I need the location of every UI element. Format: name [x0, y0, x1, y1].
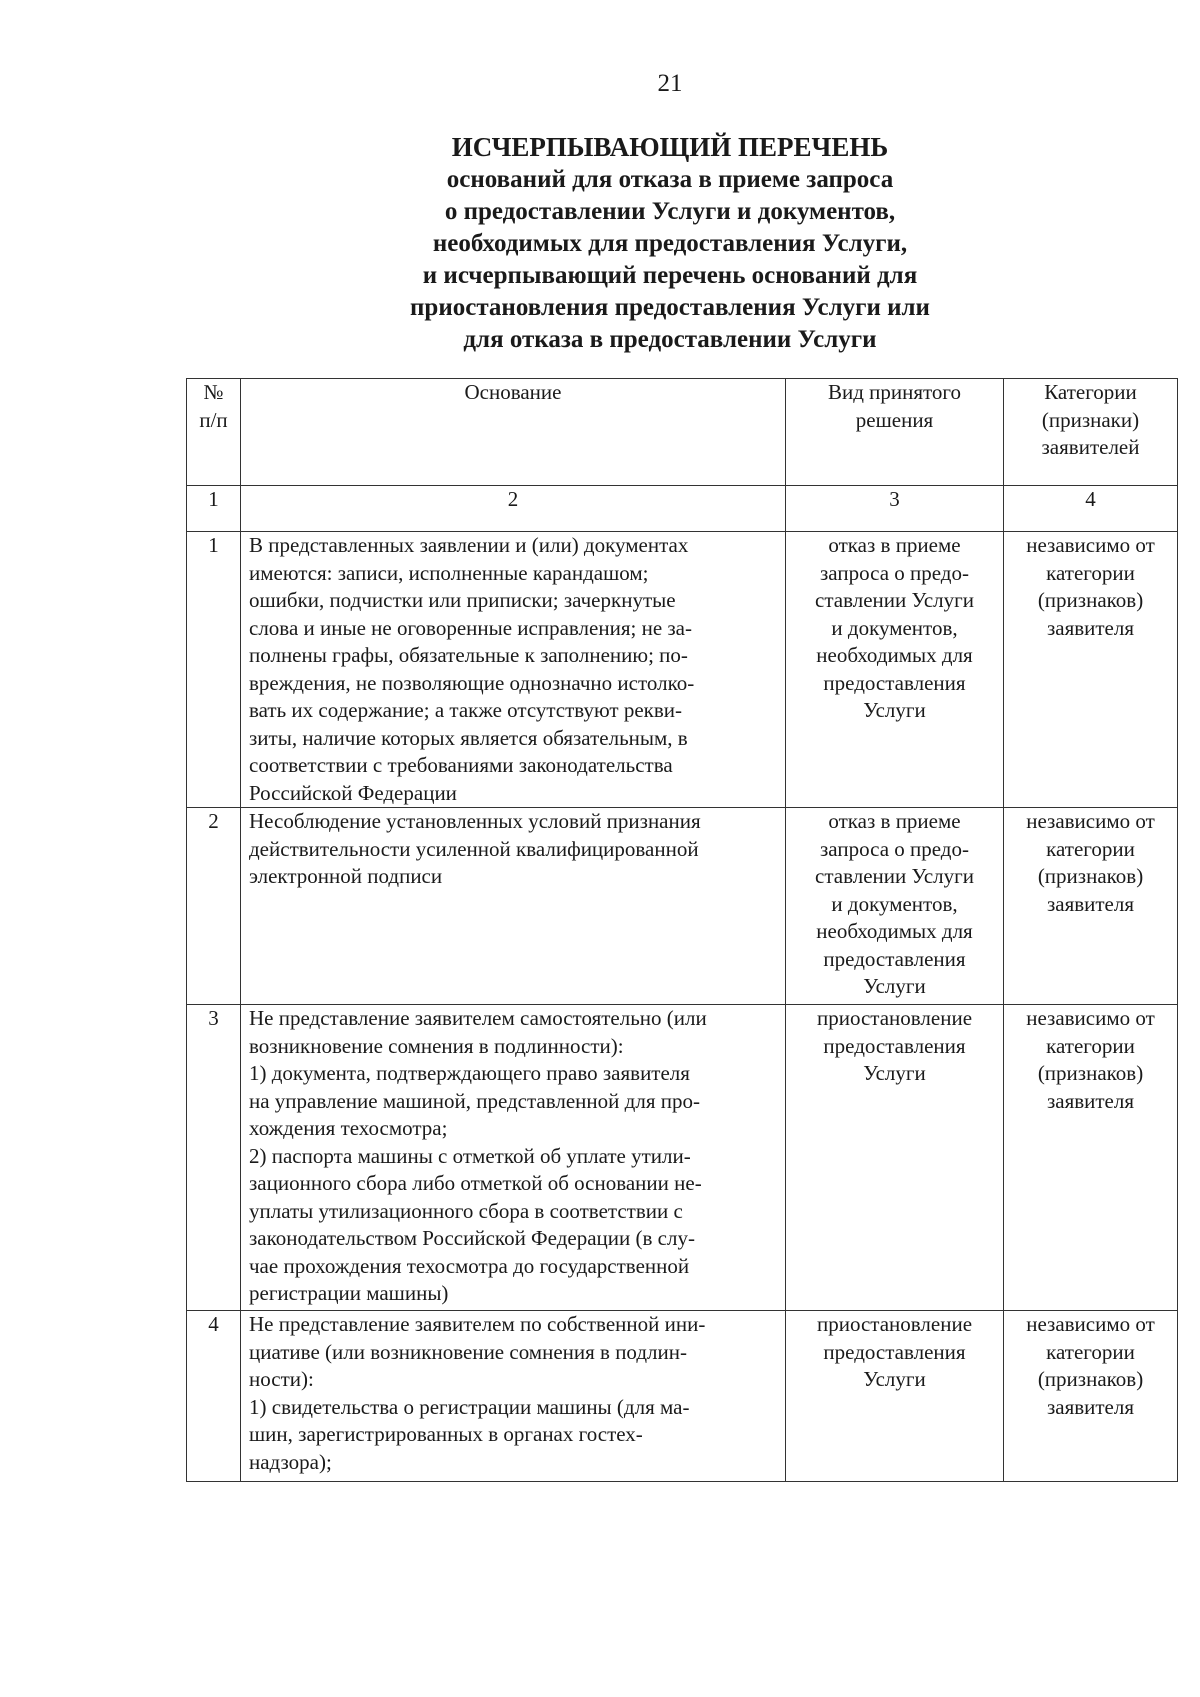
table-row — [187, 1311, 1178, 1482]
cell-text-line: на управление машиной, представленной для про- — [249, 1088, 700, 1113]
title-line: необходимых для предоставления Услуги, — [432, 230, 908, 257]
row-decision — [786, 1311, 1004, 1482]
cell-text-line: циативе (или возникновение сомнения в подлин- — [249, 1339, 687, 1364]
cell-text-line: категории — [1046, 836, 1135, 861]
cell-text-line: предоставления — [823, 1033, 966, 1058]
cell-text-line: заявителя — [1046, 1088, 1135, 1113]
cell-text-line: решения — [855, 407, 934, 432]
cell-text-line: полнены графы, обязательные к заполнению; по- — [249, 643, 688, 667]
cell-text-line: уплаты утилизационного сбора в соответствии с — [249, 1198, 683, 1223]
cell-text-line: надзора); — [249, 1449, 332, 1474]
cell-text-line: предоставления — [823, 1339, 966, 1364]
cell-text-line: Услуги — [863, 1367, 926, 1391]
cell-text-line: приостановление — [816, 1006, 973, 1030]
cell-text-line: запроса о предо- — [820, 836, 969, 861]
cell-text-line: ставлении Услуги — [815, 864, 974, 888]
cell-text-line: Не представление заявителем по собственной ини- — [249, 1312, 706, 1336]
cell-text-line: Несоблюдение установленных условий признания — [249, 809, 701, 833]
title-line: приостановления предоставления Услуги или — [410, 294, 930, 321]
row-category — [1004, 808, 1178, 1005]
cell-text-line: (признаков) — [1037, 1367, 1144, 1391]
document-title — [0, 130, 1200, 356]
cell-text-line: независимо от — [1026, 1006, 1155, 1030]
row-basis — [241, 808, 786, 1005]
title-line: и исчерпывающий перечень оснований для — [422, 262, 918, 289]
header-category — [1004, 379, 1178, 486]
cell-text-line: заявителя — [1046, 891, 1135, 916]
cell-text-line: В представленных заявлении и (или) документах — [249, 533, 689, 557]
cell-text-line: возникновение сомнения в подлинности): — [249, 1033, 624, 1058]
cell-text-line: хождения техосмотра; — [249, 1116, 448, 1140]
column-number: 1 — [187, 486, 241, 532]
cell-text-line: приостановление — [816, 1312, 973, 1336]
cell-text-line: отказ в приеме — [828, 533, 961, 557]
header-num — [187, 379, 241, 486]
cell-text-line: Вид принятого — [827, 380, 962, 404]
table-row — [187, 808, 1178, 1005]
cell-text-line: Категории — [1044, 380, 1137, 404]
cell-text-line: (признаков) — [1037, 864, 1144, 888]
cell-text-line: предоставления — [823, 946, 966, 971]
cell-text-line: действительности усиленной квалифицированной — [249, 836, 699, 861]
column-number: 4 — [1004, 486, 1178, 532]
cell-text-line: Услуги — [863, 698, 926, 722]
header-basis — [241, 379, 786, 486]
cell-text-line: отказ в приеме — [828, 809, 961, 833]
cell-text-line: и документов, — [831, 615, 958, 640]
row-number: 4 — [187, 1311, 241, 1482]
row-number: 1 — [187, 532, 241, 808]
cell-text-line: категории — [1046, 1339, 1135, 1364]
cell-text-line: регистрации машины) — [249, 1281, 449, 1305]
cell-text-line: слова и иные не оговоренные исправления; не за- — [249, 615, 692, 640]
cell-text-line: ставлении Услуги — [815, 588, 974, 612]
cell-text-line: (признаков) — [1037, 1061, 1144, 1085]
cell-text-line: заявителя — [1046, 1394, 1135, 1419]
cell-text-line: предоставления — [823, 670, 966, 695]
row-number: 2 — [187, 808, 241, 1005]
cell-text-line: № — [203, 380, 224, 404]
cell-text-line: 1) свидетельства о регистрации машины (для ма- — [249, 1394, 690, 1419]
row-category — [1004, 1311, 1178, 1482]
title-line: для отказа в предоставлении Услуги — [463, 326, 877, 353]
cell-text-line: заявителя — [1046, 615, 1135, 640]
row-decision — [786, 532, 1004, 808]
cell-text-line: заявителей — [1041, 435, 1140, 459]
title-line: оснований для отказа в приеме запроса — [446, 166, 894, 193]
cell-text-line: категории — [1046, 560, 1135, 585]
page-number: 21 — [657, 70, 683, 97]
cell-text-line: Не представление заявителем самостоятельно (или — [249, 1006, 707, 1030]
column-number: 2 — [241, 486, 786, 532]
cell-text-line: законодательством Российской Федерации (в слу- — [249, 1226, 695, 1250]
cell-text-line: шин, зарегистрированных в органах гостех- — [249, 1422, 643, 1446]
cell-text-line: электронной подписи — [249, 864, 443, 888]
cell-text-line: Услуги — [863, 1061, 926, 1085]
cell-text-line: независимо от — [1026, 533, 1155, 557]
row-category — [1004, 532, 1178, 808]
cell-text-line: 2) паспорта машины с отметкой об уплате утили- — [249, 1143, 691, 1168]
column-number: 3 — [786, 486, 1004, 532]
cell-text-line: независимо от — [1026, 1312, 1155, 1336]
header-decision — [786, 379, 1004, 486]
row-category — [1004, 1005, 1178, 1311]
cell-text-line: п/п — [199, 407, 228, 432]
table-header-row — [187, 379, 1178, 486]
cell-text-line: категории — [1046, 1033, 1135, 1058]
cell-text-line: запроса о предо- — [820, 560, 969, 585]
row-decision — [786, 808, 1004, 1005]
cell-text-line: вать их содержание; а также отсутствуют рекви- — [249, 698, 683, 722]
cell-text-line: Основание — [464, 380, 562, 404]
cell-text-line: ности): — [249, 1367, 314, 1391]
row-basis — [241, 1005, 786, 1311]
cell-text-line: 1) документа, подтверждающего право заявителя — [249, 1061, 690, 1085]
cell-text-line: соответствии с требованиями законодательства — [249, 753, 673, 777]
table-row — [187, 1005, 1178, 1311]
cell-text-line: независимо от — [1026, 809, 1155, 833]
cell-text-line: необходимых для — [816, 643, 973, 667]
cell-text-line: зационного сбора либо отметкой об основании не- — [249, 1171, 702, 1195]
row-decision — [786, 1005, 1004, 1311]
reasons-table — [186, 378, 1178, 1482]
row-basis — [241, 1311, 786, 1482]
column-number-row — [187, 486, 1178, 532]
cell-text-line: ошибки, подчистки или приписки; зачеркнутые — [249, 588, 676, 612]
cell-text-line: имеются: записи, исполненные карандашом; — [249, 560, 649, 585]
cell-text-line: (признаков) — [1037, 588, 1144, 612]
table-row — [187, 532, 1178, 808]
cell-text-line: Российской Федерации — [249, 780, 457, 805]
cell-text-line: зиты, наличие которых является обязательным, в — [249, 725, 688, 750]
cell-text-line: Услуги — [863, 974, 926, 998]
cell-text-line: и документов, — [831, 891, 958, 916]
cell-text-line: необходимых для — [816, 919, 973, 943]
title-main: ИСЧЕРПЫВАЮЩИЙ ПЕРЕЧЕНЬ — [451, 132, 889, 162]
row-number: 3 — [187, 1005, 241, 1311]
cell-text-line: (признаки) — [1041, 407, 1140, 432]
title-line: о предоставлении Услуги и документов, — [444, 198, 896, 225]
cell-text-line: чае прохождения техосмотра до государственной — [249, 1253, 690, 1278]
row-basis — [241, 532, 786, 808]
cell-text-line: вреждения, не позволяющие однозначно истолко- — [249, 670, 695, 695]
